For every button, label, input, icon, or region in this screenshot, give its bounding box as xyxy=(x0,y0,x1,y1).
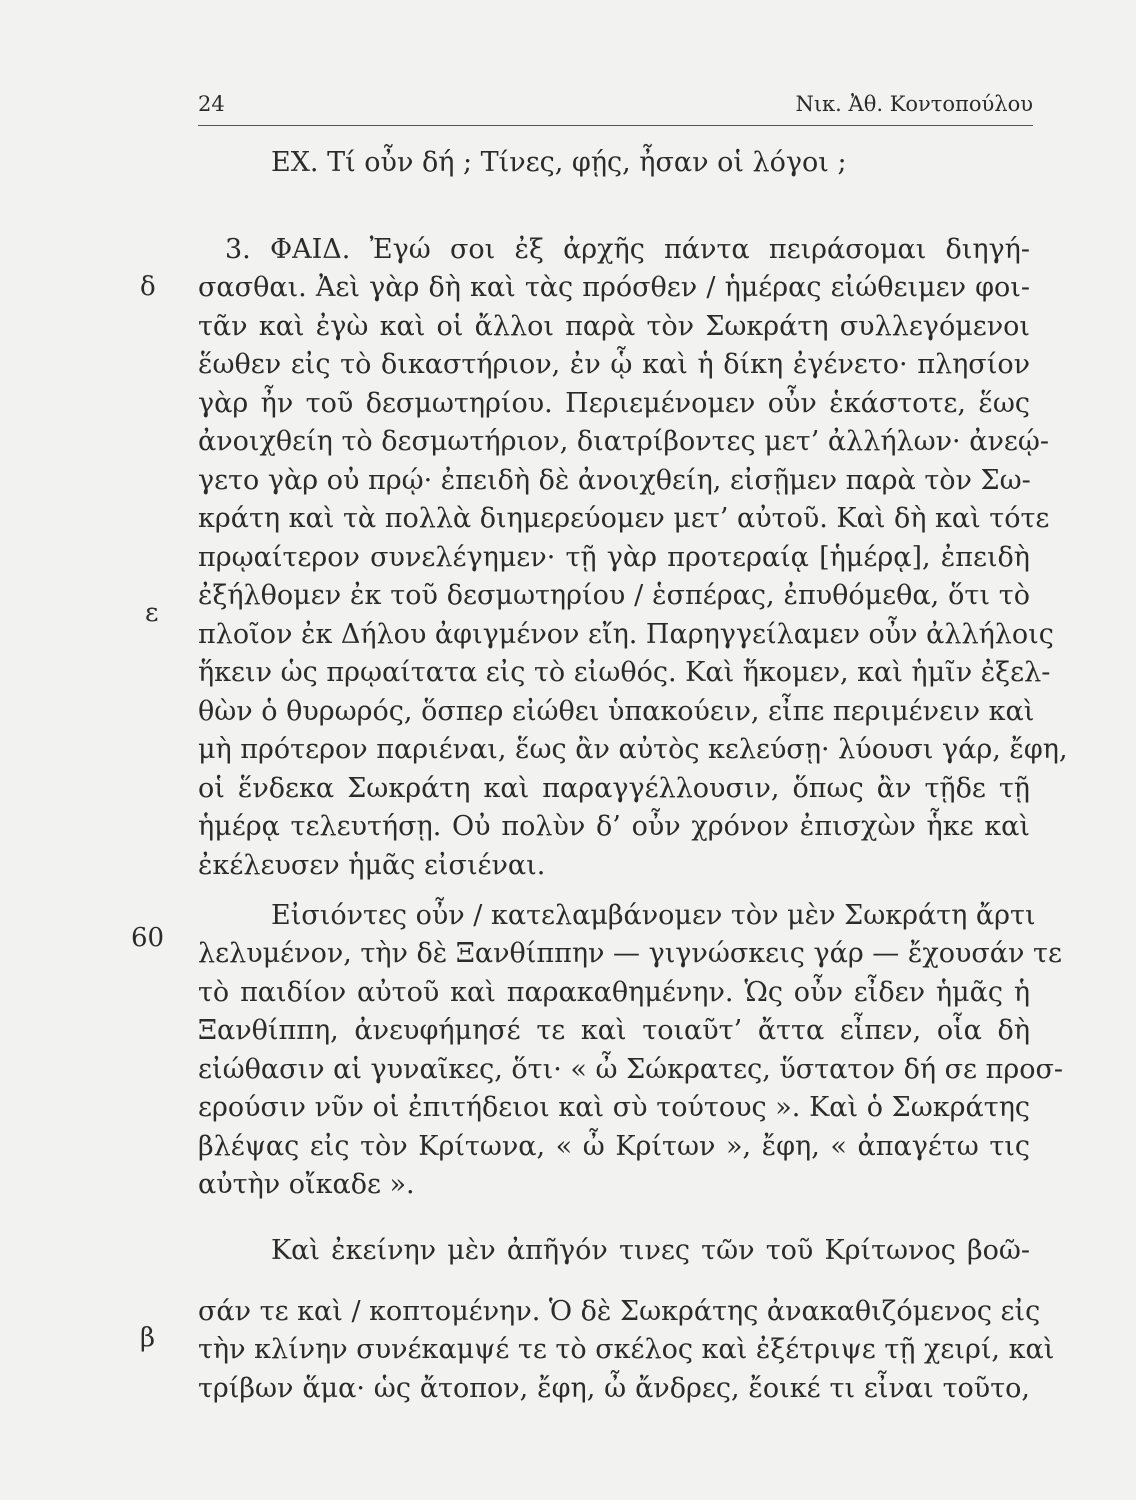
text-line: πλοῖον ἐκ Δήλου ἀφιγμένον εἴη. Παρηγγείλαμεν οὖν ἀλλήλοις xyxy=(198,619,1054,650)
text-line: ἕωθεν εἰς τὸ δικαστήριον, ἐν ᾧ καὶ ἡ δίκη ἐγένετο· πλησίον xyxy=(198,349,1030,380)
text-line: μὴ πρότερον παριέναι, ἕως ἂν αὐτὸς κελεύσῃ· λύουσι γάρ, ἔφη, xyxy=(198,734,1068,765)
text-line: τᾶν καὶ ἐγὼ καὶ οἱ ἄλλοι παρὰ τὸν Σωκράτη συλλεγόμενοι xyxy=(198,311,1030,342)
text-line: τὸ παιδίον αὐτοῦ καὶ παρακαθημένην. Ὡς οὖν εἶδεν ἡμᾶς ἡ xyxy=(198,977,1030,1008)
text-line: ΕΧ. Τί οὖν δή ; Τίνες, φῄς, ἦσαν οἱ λόγοι ; xyxy=(271,147,847,178)
text-line: ἐξήλθομεν ἐκ τοῦ δεσμωτηρίου / ἑσπέρας, ἐπυθόμεθα, ὅτι τὸ xyxy=(198,580,1030,611)
text-line: ἐκέλευσεν ἡμᾶς εἰσιέναι. xyxy=(198,850,546,881)
margin-marker-delta: δ xyxy=(140,272,156,302)
text-line: τρίβων ἅμα· ὡς ἄτοπον, ἔφη, ὦ ἄνδρες, ἔοικέ τι εἶναι τοῦτο, xyxy=(198,1373,1030,1404)
text-line: σασθαι. Ἀεὶ γὰρ δὴ καὶ τὰς πρόσθεν / ἡμέρας εἰώθειμεν φοι- xyxy=(198,272,1030,303)
margin-marker-epsilon: ε xyxy=(145,598,159,628)
text-line: ἀνοιχθείη τὸ δεσμωτήριον, διατρίβοντες μετ’ ἀλλήλων· ἀνεῴ- xyxy=(198,426,1049,457)
text-line: γετο γὰρ οὐ πρῴ· ἐπειδὴ δὲ ἀνοιχθείη, εἰσῇμεν παρὰ τὸν Σω- xyxy=(198,465,1031,496)
text-line: αὐτὴν οἴκαδε ». xyxy=(198,1169,415,1200)
text-line: θὼν ὁ θυρωρός, ὅσπερ εἰώθει ὑπακούειν, εἶπε περιμένειν καὶ xyxy=(198,696,1035,727)
header-rule xyxy=(198,125,1033,126)
text-line: εἰώθασιν αἱ γυναῖκες, ὅτι· « ὦ Σώκρατες, ὕστατον δή σε προσ- xyxy=(198,1054,1064,1085)
text-line: γὰρ ἦν τοῦ δεσμωτηρίου. Περιεμένομεν οὖν ἑκάστοτε, ἕως xyxy=(198,388,1030,419)
text-line: ἡμέρᾳ τελευτήσῃ. Οὐ πολὺν δ’ οὖν χρόνον ἐπισχὼν ἧκε καὶ xyxy=(198,811,1030,842)
text-line: Εἰσιόντες οὖν / κατελαμβάνομεν τὸν μὲν Σωκράτη ἄρτι xyxy=(271,900,1036,931)
text-line: κράτη καὶ τὰ πολλὰ διημερεύομεν μετ’ αὐτοῦ. Καὶ δὴ καὶ τότε xyxy=(198,503,1050,534)
text-line: ερούσιν νῦν οἱ ἐπιτήδειοι καὶ σὺ τούτους ». Καὶ ὁ Σωκράτης xyxy=(198,1092,1030,1123)
text-line: 3. ΦΑΙΔ. Ἐγώ σοι ἐξ ἀρχῆς πάντα πειράσομαι διηγή- xyxy=(225,234,1030,265)
text-line: λελυμένον, τὴν δὲ Ξανθίππην — γιγνώσκεις γάρ — ἔχουσάν τε xyxy=(198,938,1062,969)
running-header-author: Νικ. Ἀθ. Κοντοπούλου xyxy=(795,92,1033,116)
margin-marker-sixty: 60 xyxy=(131,923,165,953)
text-line: τὴν κλίνην συνέκαμψέ τε τὸ σκέλος καὶ ἐξέτριψε τῇ χειρί, καὶ xyxy=(198,1334,1055,1365)
text-line: πρῳαίτερον συνελέγημεν· τῇ γὰρ προτεραίᾳ [ἡμέρᾳ], ἐπειδὴ xyxy=(198,542,1030,573)
margin-marker-beta: β xyxy=(140,1323,156,1353)
text-line: βλέψας εἰς τὸν Κρίτωνα, « ὦ Κρίτων », ἔφη, « ἀπαγέτω τις xyxy=(198,1131,1030,1162)
text-line: Καὶ ἐκείνην μὲν ἀπῆγόν τινες τῶν τοῦ Κρίτωνος βοῶ- xyxy=(271,1235,1030,1266)
text-line: οἱ ἕνδεκα Σωκράτη καὶ παραγγέλλουσιν, ὅπως ἂν τῇδε τῇ xyxy=(198,773,1030,804)
text-line: σάν τε καὶ / κοπτομένην. Ὁ δὲ Σωκράτης ἀνακαθιζόμενος εἰς xyxy=(198,1296,1041,1327)
text-line: Ξανθίππη, ἀνευφήμησέ τε καὶ τοιαῦτ’ ἄττα εἶπεν, οἷα δὴ xyxy=(198,1015,1030,1046)
page-number: 24 xyxy=(198,92,225,116)
text-line: ἥκειν ὡς πρῳαίτατα εἰς τὸ εἰωθός. Καὶ ἥκομεν, καὶ ἡμῖν ἐξελ- xyxy=(198,657,1051,688)
